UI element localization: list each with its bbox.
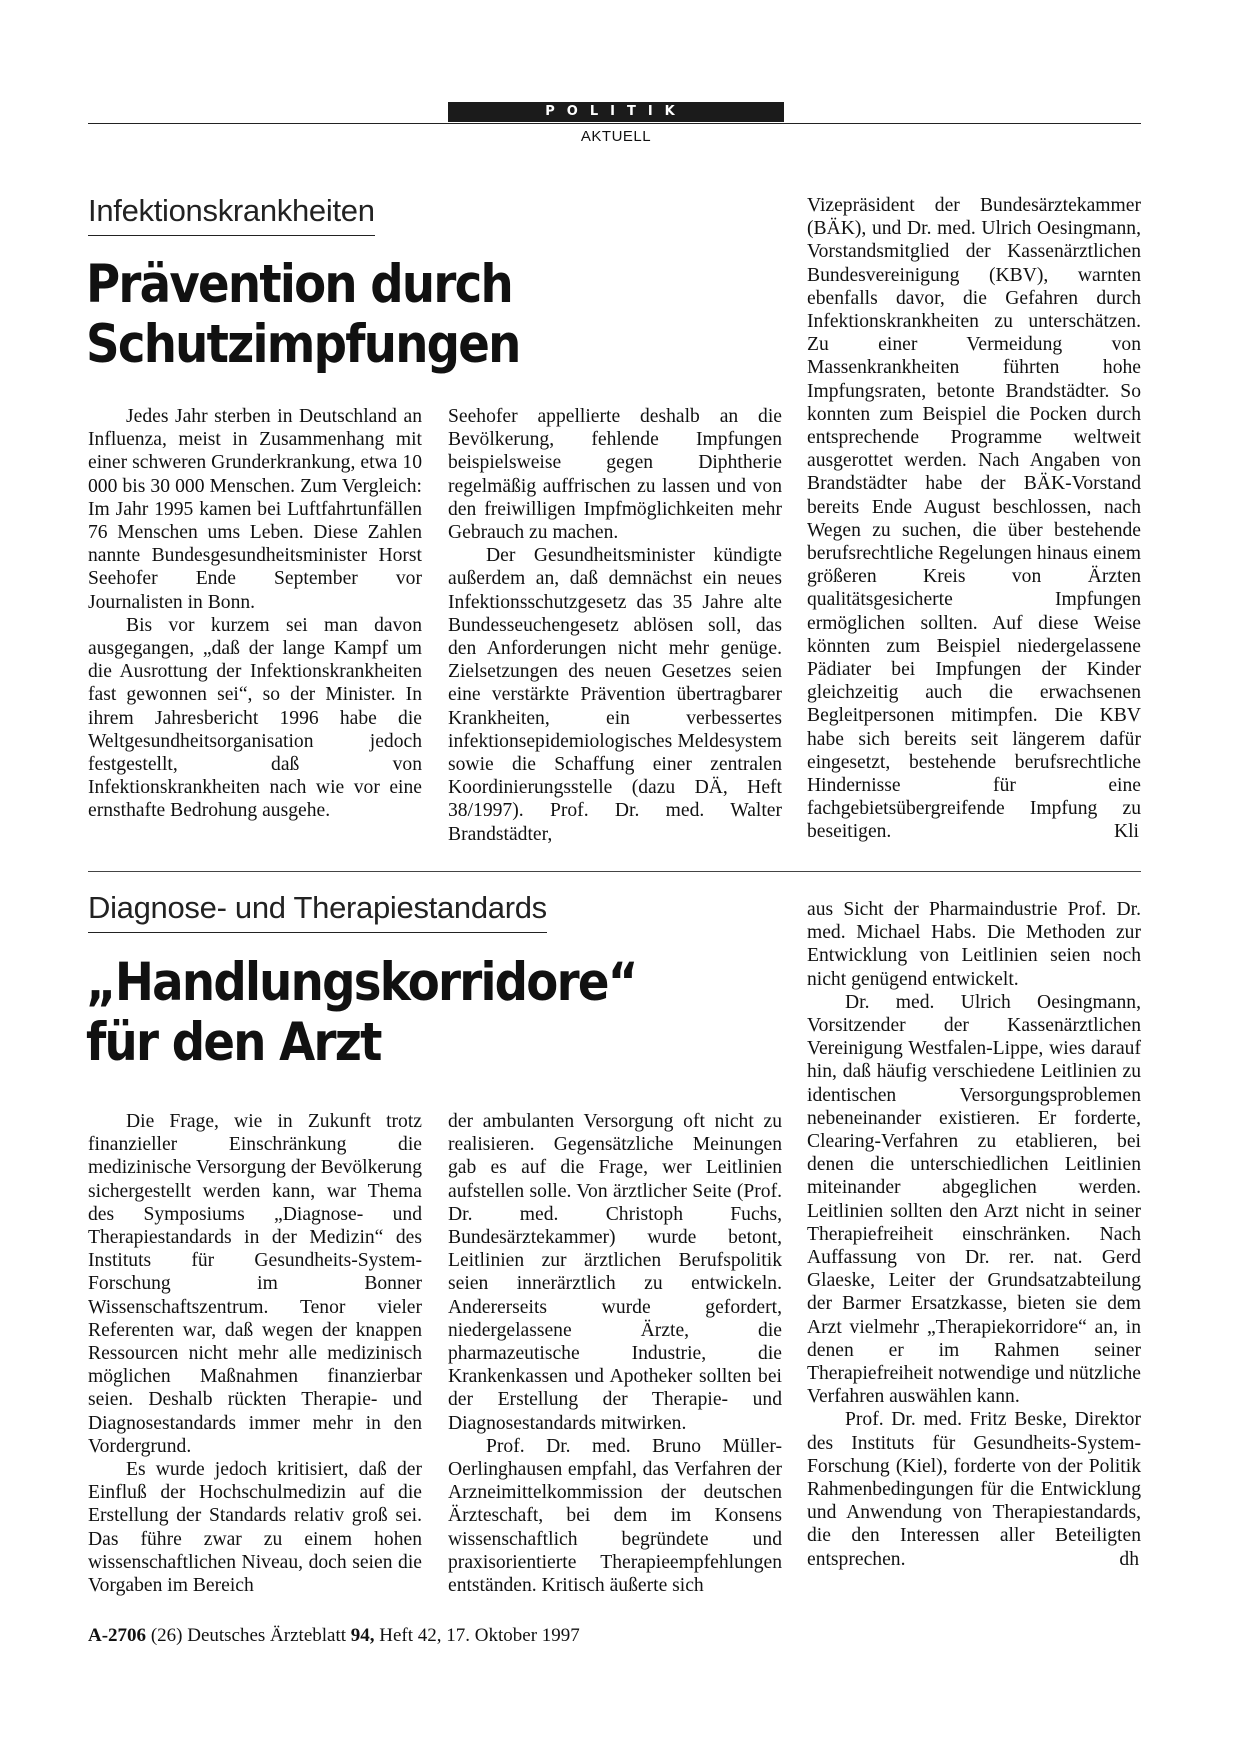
section-label: POLITIK bbox=[448, 102, 784, 122]
article2-column-3 bbox=[807, 898, 1141, 1571]
article2-column-2 bbox=[448, 1110, 782, 1597]
article1-column-3 bbox=[807, 194, 1141, 844]
paragraph: Dr. med. Ulrich Oesingmann, Vorsitzender der Kassenärztlichen Vereinigung Westfalen-Lippe, wies darauf hin, daß häufig verschiedene Leitlinien zu identischen Versorgungsproblemen nebeneinander existieren. Er forderte, Clearing-Verfahren zu etablieren, bei denen die unterschiedlichen Leitlinien miteinander abgeglichen werden. Leitlinien sollten den Arzt nicht in seiner Therapiefreiheit einschränken. Nach Auffassung von Dr. rer. nat. Gerd Glaeske, Leiter der Grundsatzabteilung der Barmer Ersatzkasse, bieten sie dem Arzt vielmehr „Therapiekorridore“ an, in denen er im Rahmen seiner Therapiefreiheit notwendige und nützliche Verfahren auswählen kann. bbox=[807, 991, 1141, 1408]
article2-headline-line2: für den Arzt bbox=[86, 1012, 381, 1073]
page-number: A-2706 bbox=[88, 1625, 147, 1646]
paragraph: Jedes Jahr sterben in Deutschland an Influenza, meist in Zusammenhang mit einer schweren Grunderkrankung, etwa 10 000 bis 30 000 Menschen. Zum Vergleich: Im Jahr 1995 kamen bei Luftfahrtunfällen 76 Menschen ums Leben. Diese Zahlen nannte Bundesgesundheitsminister Horst Seehofer Ende September vor Journalisten in Bonn. bbox=[88, 406, 422, 613]
article2-kicker: Diagnose- und Therapiestandards bbox=[88, 890, 547, 933]
article1-column-2 bbox=[448, 405, 782, 846]
article1-kicker: Infektionskrankheiten bbox=[88, 193, 375, 236]
article-divider bbox=[88, 871, 1141, 872]
paragraph: Bis vor kurzem sei man davon ausgegangen, „daß der lange Kampf um die Ausrottung der Infektionskrankheiten fast gewonnen sei“, so der Minister. In ihrem Jahresbericht 1996 habe die Weltgesundheitsorganisation jedoch festgestellt, daß von Infektionskrankheiten nach wie vor eine ernsthafte Bedrohung ausgehe. bbox=[88, 614, 422, 822]
page-footer bbox=[88, 1625, 580, 1647]
author-signature: dh bbox=[1119, 1548, 1139, 1570]
paragraph: Prof. Dr. med. Fritz Beske, Direktor des Instituts für Gesundheits-System-Forschung (Kiel), forderte von der Politik Rahmenbedingungen für die Entwicklung und Anwendung von Therapiestandards, die den Interessen aller Beteiligten entsprechen. dh bbox=[807, 1409, 1141, 1570]
issue-date: Heft 42, 17. Oktober 1997 bbox=[379, 1625, 580, 1646]
paragraph: der ambulanten Versorgung oft nicht zu realisieren. Gegensätzliche Meinungen gab es auf die Frage, wer Leitlinien aufstellen solle. Von ärztlicher Seite (Prof. Dr. med. Christoph Fuchs, Bundesärztekammer) wurde betont, Leitlinien zur ärztlichen Berufspolitik seien innerärztlich zu entwickeln. Andererseits wurde gefordert, niedergelassene Ärzte, die pharmazeutische Industrie, die Krankenkassen und Apotheker sollten bei der Erstellung der Therapie- und Diagnosestandards mitwirken. bbox=[448, 1111, 782, 1434]
paragraph: Die Frage, wie in Zukunft trotz finanzieller Einschränkung die medizinische Versorgung der Bevölkerung sichergestellt werden kann, war Thema des Symposiums „Diagnose- und Therapiestandards in der Medizin“ des Instituts für Gesundheits-System-Forschung im Bonner Wissenschaftszentrum. Tenor vieler Referenten war, daß wegen der knappen Ressourcen nicht mehr alle medizinisch möglichen Maßnahmen finanzierbar seien. Deshalb rückten Therapie- und Diagnosestandards immer mehr in den Vordergrund. bbox=[88, 1111, 422, 1457]
paragraph: aus Sicht der Pharmaindustrie Prof. Dr. med. Michael Habs. Die Methoden zur Entwicklung von Leitlinien seien noch nicht genügend entwickelt. bbox=[807, 899, 1141, 990]
paragraph: Es wurde jedoch kritisiert, daß der Einfluß der Hochschulmedizin auf die Erstellung der Standards relativ groß sei. Das führe zwar zu einem hohen wissenschaftlichen Niveau, doch seien die Vorgaben im Bereich bbox=[88, 1459, 422, 1597]
paragraph: Seehofer appellierte deshalb an die Bevölkerung, fehlende Impfungen beispielsweise gegen Diphtherie regelmäßig auffrischen zu lassen und von den freiwilligen Impfmöglichkeiten mehr Gebrauch zu machen. bbox=[448, 406, 782, 544]
paragraph: Prof. Dr. med. Bruno Müller-Oerlinghausen empfahl, das Verfahren der Arzneimittelkommission der deutschen Ärzteschaft, bei dem im Konsens wissenschaftlich begründete und praxisorientierte Therapieempfehlungen entständen. Kritisch äußerte sich bbox=[448, 1435, 782, 1597]
header-rule bbox=[88, 123, 1141, 124]
volume-number: 94, bbox=[350, 1625, 375, 1646]
article1-headline bbox=[86, 255, 520, 375]
article1-headline-line1: Prävention durch bbox=[86, 254, 512, 315]
article2-headline bbox=[86, 953, 637, 1073]
subsection-label: AKTUELL bbox=[580, 128, 652, 145]
journal-name: (26) Deutsches Ärzteblatt bbox=[150, 1625, 347, 1646]
article1-column-1 bbox=[88, 405, 422, 823]
article2-column-1 bbox=[88, 1110, 422, 1597]
article1-headline-line2: Schutzimpfungen bbox=[86, 314, 520, 375]
paragraph: Vizepräsident der Bundesärztekammer (BÄK), und Dr. med. Ulrich Oesingmann, Vorstandsmitglied der Kassenärztlichen Bundesvereinigung (KBV), warnten ebenfalls davor, die Gefahren durch Infektionskrankheiten zu unterschätzen. Zu einer Vermeidung von Massenkrankheiten führten hohe Impfungsraten, betonte Brandstädter. So konnten zum Beispiel die Pocken durch entsprechende Programme weltweit ausgerottet werden. Nach Angaben von Brandstädter habe der BÄK-Vorstand bereits Ende August beschlossen, nach Wegen zu suchen, die über bestehende berufsrechtliche Regelungen hinaus einem größeren Kreis von Ärzten qualitätsgesicherte Impfungen ermöglichen sollten. Auf diese Weise könnten zum Beispiel niedergelassene Pädiater bei Impfungen der Kinder gleichzeitig auch die erwachsenen Begleitpersonen mitimpfen. Die KBV habe sich bereits seit längerem dafür eingesetzt, bestehende berufsrechtliche Hindernisse für eine fachgebietsübergreifende Impfung zu beseitigen. Kli bbox=[807, 195, 1141, 843]
article2-headline-line1: „Handlungskorridore“ bbox=[86, 952, 637, 1013]
paragraph: Der Gesundheitsminister kündigte außerdem an, daß demnächst ein neues Infektionsschutzgesetz das 35 Jahre alte Bundesseuchengesetz ablösen soll, das den Anforderungen nicht mehr genüge. Zielsetzungen des neuen Gesetzes seien eine verstärkte Prävention übertragbarer Krankheiten, ein verbessertes infektionsepidemiologisches Meldesystem sowie die Schaffung einer zentralen Koordinierungsstelle (dazu DÄ, Heft 38/1997). Prof. Dr. med. Walter Brandstädter, bbox=[448, 545, 782, 845]
author-signature: Kli bbox=[1113, 821, 1139, 843]
